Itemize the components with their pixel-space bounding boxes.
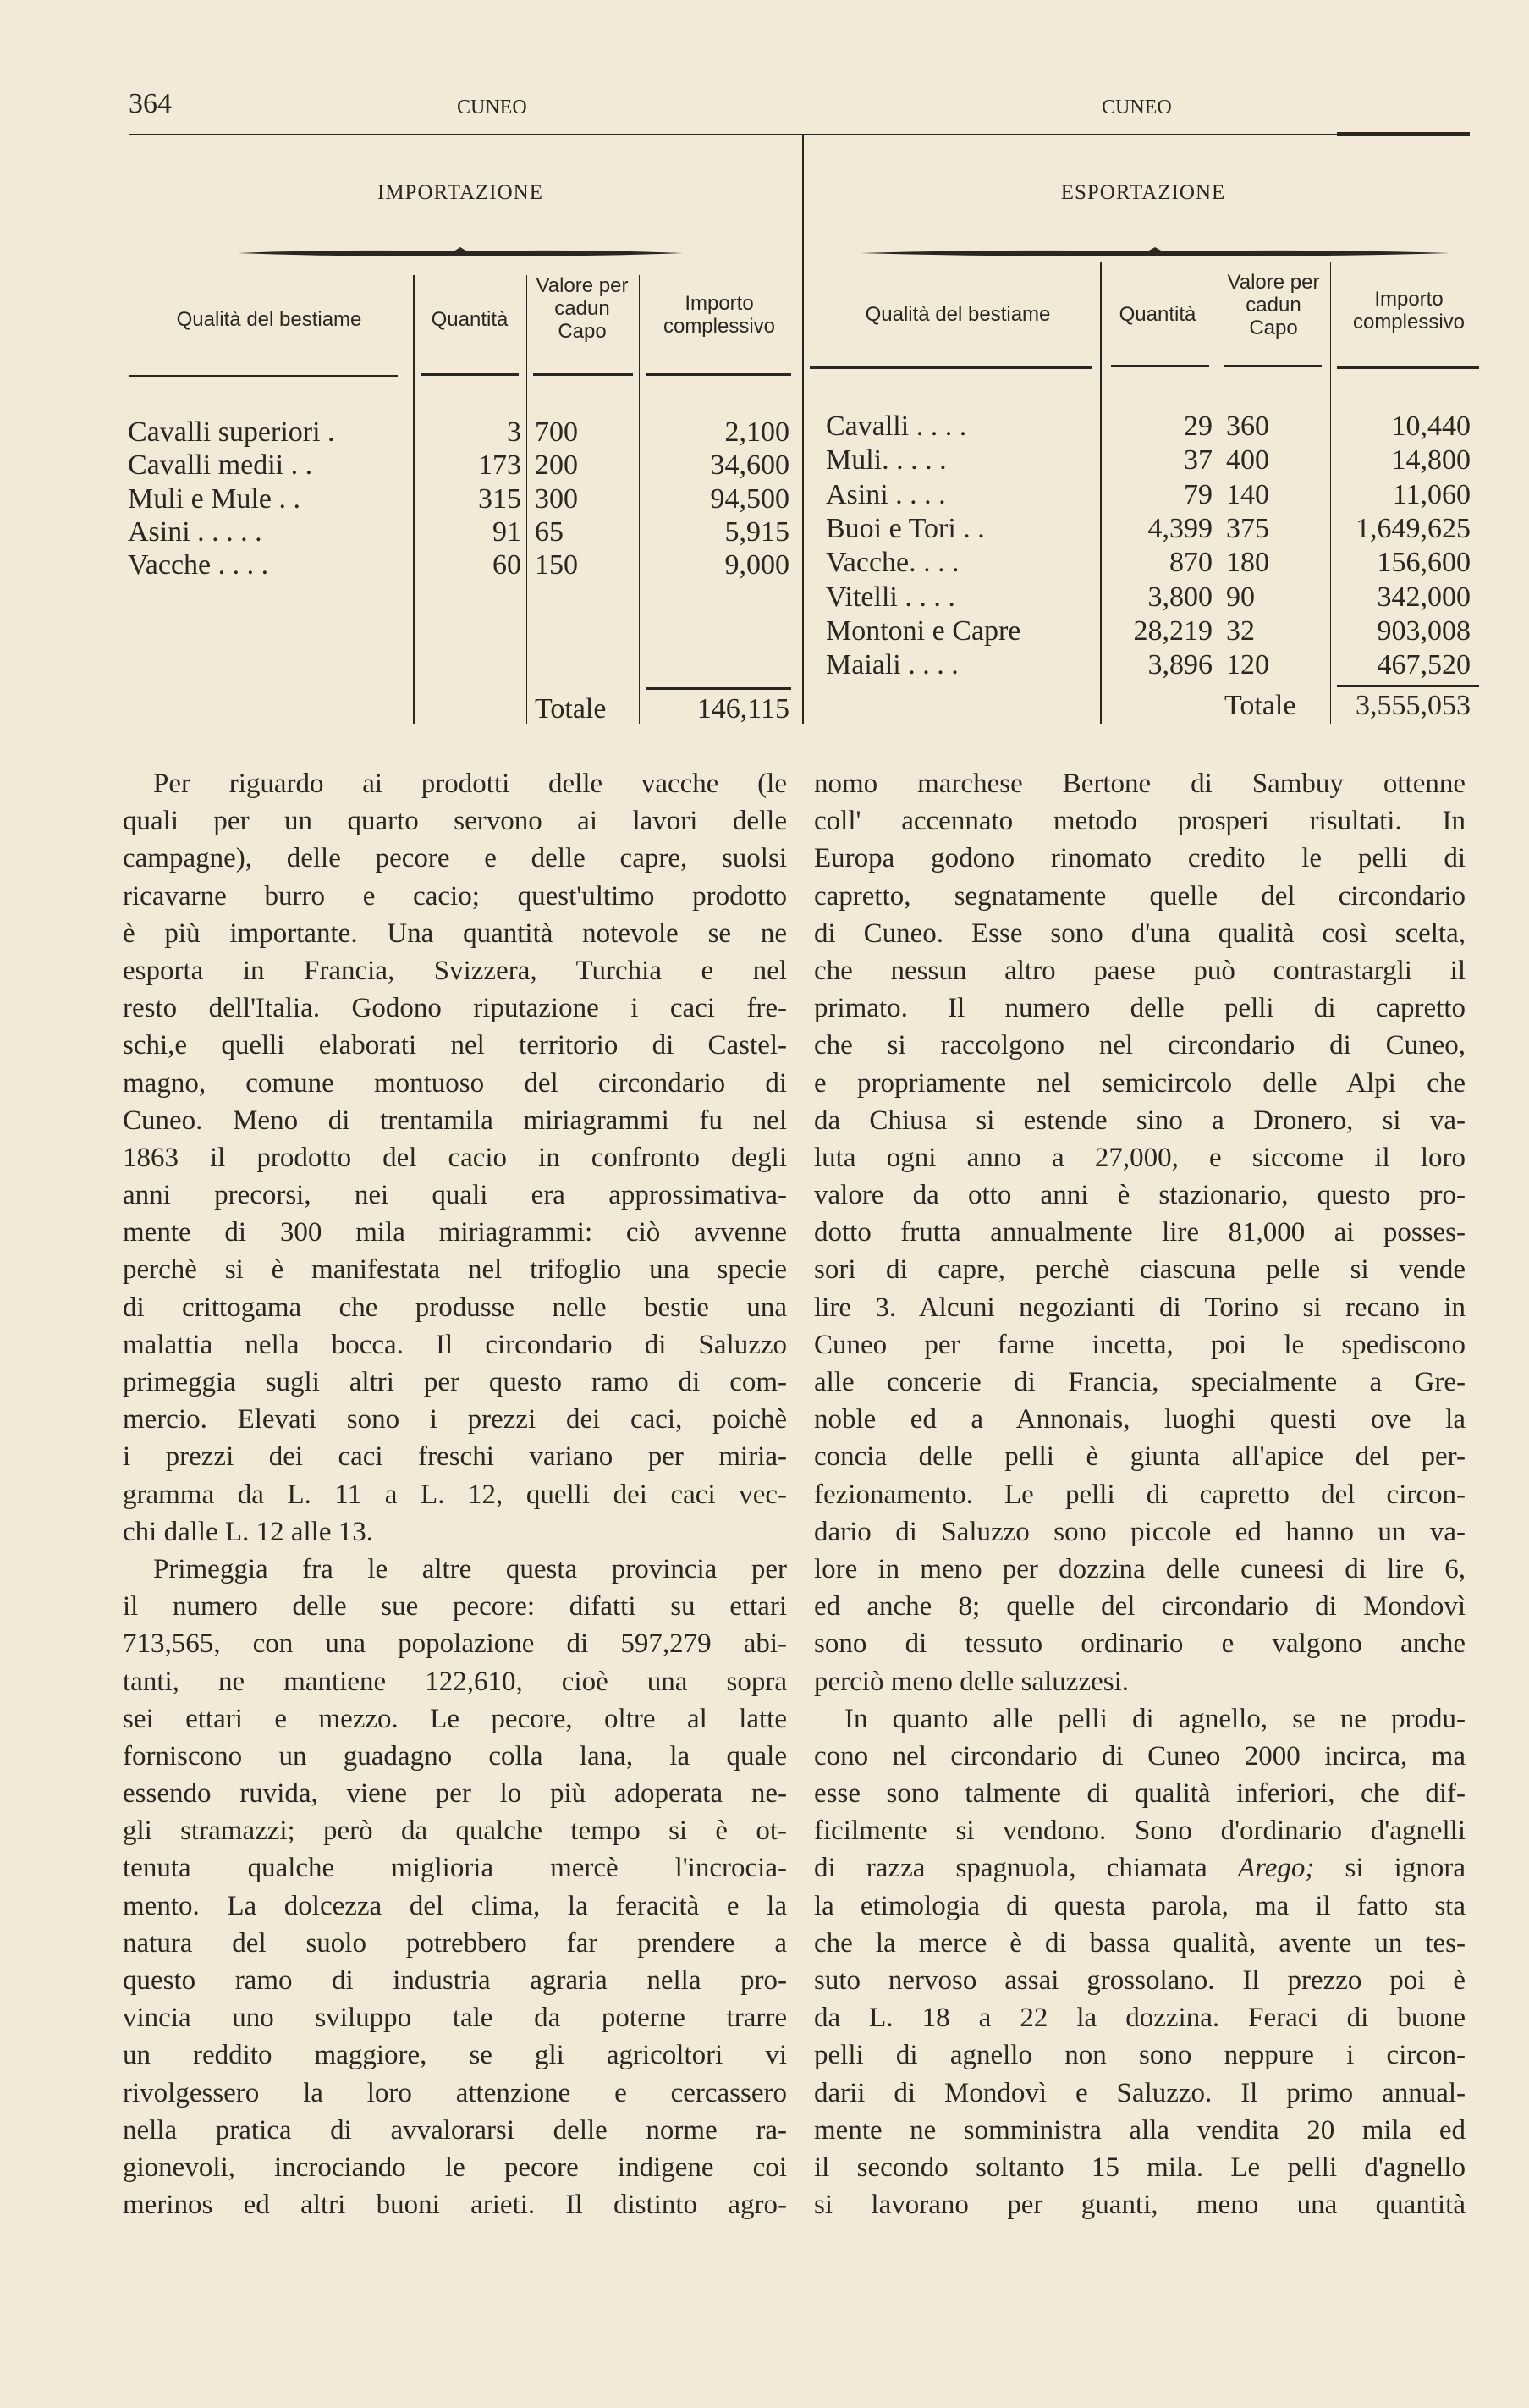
- cell-value: 65: [535, 515, 564, 548]
- text-line: tanti, ne mantiene 122,610, cioè una sopra: [123, 1666, 787, 1697]
- cell-total: 34,600: [710, 449, 789, 482]
- cell-value: 700: [535, 416, 578, 448]
- header-underline: [129, 375, 398, 377]
- cell-value: 375: [1226, 512, 1269, 544]
- cell-quality: Cavalli medii . .: [128, 449, 313, 482]
- text-line: il secondo soltanto 15 mila. Le pelli d'agnello: [814, 2152, 1466, 2183]
- text-line: e propriamente nel semicircolo delle Alpi che: [814, 1067, 1466, 1099]
- text-line: campagne), delle pecore e delle capre, suolsi: [123, 843, 787, 874]
- cell-quality: Vacche . . . .: [128, 549, 269, 581]
- cell-quality: Maiali . . . .: [826, 649, 959, 681]
- text-line: un reddito maggiore, se gli agricoltori vi: [123, 2040, 787, 2071]
- text-line: dotto frutta annualmente lire 81,000 ai posses-: [814, 1217, 1466, 1248]
- cell-quality: Asini . . . .: [826, 478, 946, 510]
- cell-quantity: 3: [507, 416, 521, 448]
- cell-value: 200: [535, 449, 578, 482]
- col-header-value: Valore per cadun Capo: [1227, 271, 1320, 339]
- export-total-label: Totale: [1224, 690, 1296, 721]
- text-line: Primeggia fra le altre questa provincia per: [153, 1553, 787, 1584]
- text-line: noble ed a Annonais, luoghi questi ove la: [814, 1404, 1466, 1435]
- col-header-value: Valore per cadun Capo: [536, 274, 629, 343]
- text-line: primato. Il numero delle pelli di capretto: [814, 993, 1466, 1024]
- cell-quality: Muli e Mule . .: [128, 482, 300, 515]
- export-title: ESPORTAZIONE: [1060, 181, 1226, 204]
- cell-quality: Cavalli superiori .: [128, 416, 335, 448]
- italic-term: Arego;: [1237, 1853, 1315, 1884]
- cell-total: 14,800: [1391, 444, 1471, 477]
- text-line: mento. La dolcezza del clima, la feracità e la: [123, 1890, 787, 1921]
- text-line: ricavarne burro e cacio; quest'ultimo prodotto: [123, 880, 787, 912]
- header-underline: [533, 373, 633, 376]
- cell-value: 32: [1226, 614, 1255, 647]
- text-line: si lavorano per guanti, meno una quantità: [814, 2190, 1466, 2221]
- cell-quantity: 870: [1169, 547, 1213, 579]
- text-line: capretto, segnatamente quelle del circondario: [814, 880, 1466, 912]
- text-line: che la merce è di bassa qualità, avente un tes-: [814, 1927, 1466, 1959]
- cell-total: 94,500: [710, 482, 789, 515]
- cell-value: 90: [1226, 581, 1255, 613]
- text-line: gli stramazzi; però da qualche tempo si è ot-: [123, 1816, 787, 1847]
- total-rule: [1337, 685, 1479, 687]
- text-line: luta ogni anno a 27,000, e siccome il loro: [814, 1142, 1466, 1173]
- cell-quality: Vacche. . . .: [826, 547, 960, 579]
- decorative-rule: [860, 247, 1450, 259]
- cell-value: 150: [535, 549, 578, 581]
- text-line: mercio. Elevati sono i prezzi dei caci, poichè: [123, 1404, 787, 1435]
- col-header-quantity: Quantità: [1119, 303, 1196, 326]
- running-head-right: CUNEO: [1102, 96, 1172, 118]
- cell-quantity: 315: [478, 482, 521, 515]
- text-line: lore in meno per dozzina delle cuneesi di lire 6,: [814, 1553, 1466, 1584]
- text-line: alle concerie di Francia, specialmente a Gre-: [814, 1367, 1466, 1397]
- text-line: merinos ed altri buoni arieti. Il distinto agro-: [123, 2190, 787, 2221]
- text-segment: di razza spagnuola, chiamata: [814, 1853, 1238, 1884]
- text-line: perchè si è manifestata nel trifoglio una specie: [123, 1254, 787, 1286]
- col-header-quality: Qualità del bestiame: [865, 303, 1051, 326]
- text-line: Per riguardo ai prodotti delle vacche (le: [153, 769, 787, 799]
- header-underline: [810, 366, 1092, 369]
- running-head-left: CUNEO: [457, 96, 527, 118]
- text-line: [814, 1849, 1466, 1887]
- text-line: ed anche 8; quelle del circondario di Mondovì: [814, 1591, 1466, 1623]
- import-total-label: Totale: [535, 693, 607, 725]
- column-line: [526, 275, 527, 724]
- cell-total: 10,440: [1391, 411, 1471, 442]
- cell-quantity: 3,800: [1147, 581, 1213, 613]
- text-line: sei ettari e mezzo. Le pecore, oltre al latte: [123, 1703, 787, 1734]
- header-underline: [1224, 365, 1322, 367]
- import-title: IMPORTAZIONE: [377, 181, 543, 204]
- cell-value: 300: [535, 482, 578, 515]
- text-line: Cuneo per farne incetta, poi le spediscono: [814, 1329, 1466, 1360]
- text-line: esse sono talmente di qualità inferiori, che dif-: [814, 1778, 1466, 1810]
- cell-total: 2,100: [724, 416, 789, 448]
- text-line: nomo marchese Bertone di Sambuy ottenne: [814, 769, 1466, 799]
- col-header-quality: Qualità del bestiame: [176, 308, 362, 331]
- header-rule-thick: [1337, 132, 1470, 136]
- header-underline: [1111, 365, 1209, 367]
- text-line: nella pratica di avvalorarsi delle norme ra-: [123, 2114, 787, 2146]
- text-line: magno, comune montuoso del circondario di: [123, 1067, 787, 1099]
- page-number: 364: [129, 88, 172, 119]
- text-line: Cuneo. Meno di trentamila miriagrammi fu nel: [123, 1105, 787, 1136]
- cell-value: 120: [1226, 649, 1269, 681]
- text-line: sono di tessuto ordinario e valgono anche: [814, 1628, 1466, 1660]
- text-line: sori di capre, perchè ciascuna pelle si vende: [814, 1254, 1466, 1286]
- text-line: lire 3. Alcuni negozianti di Torino si recano in: [814, 1292, 1466, 1323]
- cell-total: 903,008: [1377, 614, 1471, 647]
- text-line: resto dell'Italia. Godono riputazione i caci fre-: [123, 993, 787, 1024]
- text-segment: si ignora: [1314, 1853, 1466, 1884]
- body-column-right: [814, 765, 1466, 2223]
- text-line: da L. 18 a 22 la dozzina. Feraci di buone: [814, 2003, 1466, 2034]
- cell-quantity: 173: [478, 449, 521, 482]
- text-line: mente di 300 mila miriagrammi: ciò avvenne: [123, 1217, 787, 1248]
- text-line: malattia nella bocca. Il circondario di Saluzzo: [123, 1329, 787, 1360]
- cell-quality: Montoni e Capre: [826, 614, 1021, 647]
- cell-total: 467,520: [1377, 649, 1471, 681]
- cell-total: 156,600: [1377, 547, 1471, 579]
- text-line: 713,565, con una popolazione di 597,279 abi-: [123, 1628, 787, 1660]
- cell-quantity: 60: [492, 549, 521, 581]
- text-line: gramma da L. 11 a L. 12, quelli dei caci vec-: [123, 1479, 787, 1510]
- cell-value: 360: [1226, 411, 1269, 442]
- text-line: natura del suolo potrebbero far prendere a: [123, 1927, 787, 1959]
- cell-quantity: 3,896: [1147, 649, 1213, 681]
- cell-value: 140: [1226, 478, 1269, 510]
- text-line: pelli di agnello non sono neppure i circon-: [814, 2040, 1466, 2071]
- text-line: chi dalle L. 12 alle 13.: [123, 1516, 373, 1547]
- text-line: da Chiusa si estende sino a Dronero, si va-: [814, 1105, 1466, 1136]
- text-line: cono nel circondario di Cuneo 2000 incirca, ma: [814, 1740, 1466, 1772]
- text-line: il numero delle sue pecore: difatti su ettari: [123, 1591, 787, 1623]
- text-line: di crittogama che produsse nelle bestie una: [123, 1292, 787, 1323]
- text-line: mente ne somministra alla vendita 20 mila ed: [814, 2114, 1466, 2146]
- text-line: Europa godono rinomato credito le pelli di: [814, 843, 1466, 874]
- cell-quantity: 4,399: [1147, 512, 1213, 544]
- col-header-total: Importo complessivo: [1352, 288, 1466, 333]
- text-line: dario di Saluzzo sono piccole ed hanno un va-: [814, 1516, 1466, 1547]
- cell-quality: Cavalli . . . .: [826, 411, 967, 442]
- text-line: darii di Mondovì e Saluzzo. Il primo annual-: [814, 2077, 1466, 2108]
- header-underline: [1337, 366, 1479, 369]
- text-line: ficilmente si vendono. Sono d'ordinario d'agnelli: [814, 1816, 1466, 1847]
- text-line: 1863 il prodotto del cacio in confronto degli: [123, 1142, 787, 1173]
- text-line: anni precorsi, nei quali era approssimativa-: [123, 1180, 787, 1211]
- decorative-rule: [238, 247, 683, 259]
- text-line: gionevoli, incrociando le pecore indigene coi: [123, 2152, 787, 2183]
- col-header-total: Importo complessivo: [663, 292, 776, 338]
- text-line: la etimologia di questa parola, ma il fatto sta: [814, 1890, 1466, 1921]
- text-line: essendo ruvida, viene per lo più adoperata ne-: [123, 1778, 787, 1810]
- text-line: fezionamento. Le pelli di capretto del circon-: [814, 1479, 1466, 1510]
- cell-value: 180: [1226, 547, 1269, 579]
- text-line: forniscono un guadagno colla lana, la quale: [123, 1740, 787, 1772]
- cell-total: 1,649,625: [1356, 512, 1471, 544]
- cell-quantity: 91: [492, 515, 521, 548]
- text-line: primeggia sugli altri per questo ramo di com-: [123, 1367, 787, 1397]
- header-rule: [129, 134, 1470, 135]
- text-line: tenuta qualche miglioria mercè l'incrocia-: [123, 1853, 787, 1884]
- export-total-value: 3,555,053: [1356, 690, 1471, 721]
- header-underline: [646, 373, 791, 376]
- cell-quality: Muli. . . . .: [826, 444, 947, 477]
- cell-quantity: 29: [1184, 411, 1213, 442]
- text-line: suto nervoso assai grossolano. Il prezzo poi è: [814, 1965, 1466, 1996]
- cell-value: 400: [1226, 444, 1269, 477]
- cell-total: 11,060: [1392, 478, 1471, 510]
- text-line: questo ramo di industria agraria nella pro-: [123, 1965, 787, 1996]
- text-line: rivolgessero la loro attenzione e cercassero: [123, 2077, 787, 2108]
- cell-quality: Vitelli . . . .: [826, 581, 955, 613]
- cell-quality: Asini . . . . .: [128, 515, 262, 548]
- text-line: schi,e quelli elaborati nel territorio di Castel-: [123, 1030, 787, 1061]
- cell-total: 5,915: [724, 515, 789, 548]
- text-line: quali per un quarto servono ai lavori delle: [123, 806, 787, 837]
- cell-total: 9,000: [724, 549, 789, 581]
- total-rule: [646, 687, 791, 690]
- text-line: che si raccolgono nel circondario di Cuneo,: [814, 1030, 1466, 1061]
- text-line: concia delle pelli è giunta all'apice del per-: [814, 1441, 1466, 1473]
- col-header-quantity: Quantità: [431, 308, 509, 331]
- cell-quantity: 37: [1184, 444, 1213, 477]
- text-line: i prezzi dei caci freschi variano per miria-: [123, 1441, 787, 1473]
- header-underline: [421, 373, 519, 376]
- import-total-value: 146,115: [696, 693, 789, 725]
- text-line: è più importante. Una quantità notevole se ne: [123, 917, 787, 949]
- cell-quantity: 79: [1184, 478, 1213, 510]
- cell-quantity: 28,219: [1133, 614, 1213, 647]
- text-line: di Cuneo. Esse sono d'una qualità così scelta,: [814, 917, 1466, 949]
- cell-quality: Buoi e Tori . .: [826, 512, 985, 544]
- text-line: valore da otto anni è stazionario, questo pro-: [814, 1180, 1466, 1211]
- text-line: che nessun altro paese può contrastargli il: [814, 955, 1466, 986]
- text-line: coll' accennato metodo prosperi risultati. In: [814, 806, 1466, 837]
- text-line: In quanto alle pelli di agnello, se ne produ-: [844, 1703, 1466, 1734]
- text-line: vincia uno sviluppo tale da poterne trarre: [123, 2003, 787, 2034]
- text-line: esporta in Francia, Svizzera, Turchia e nel: [123, 955, 787, 986]
- cell-total: 342,000: [1377, 581, 1471, 613]
- body-column-left: [123, 765, 787, 2223]
- text-line: perciò meno delle saluzzesi.: [814, 1666, 1130, 1697]
- table-divider: [802, 135, 804, 724]
